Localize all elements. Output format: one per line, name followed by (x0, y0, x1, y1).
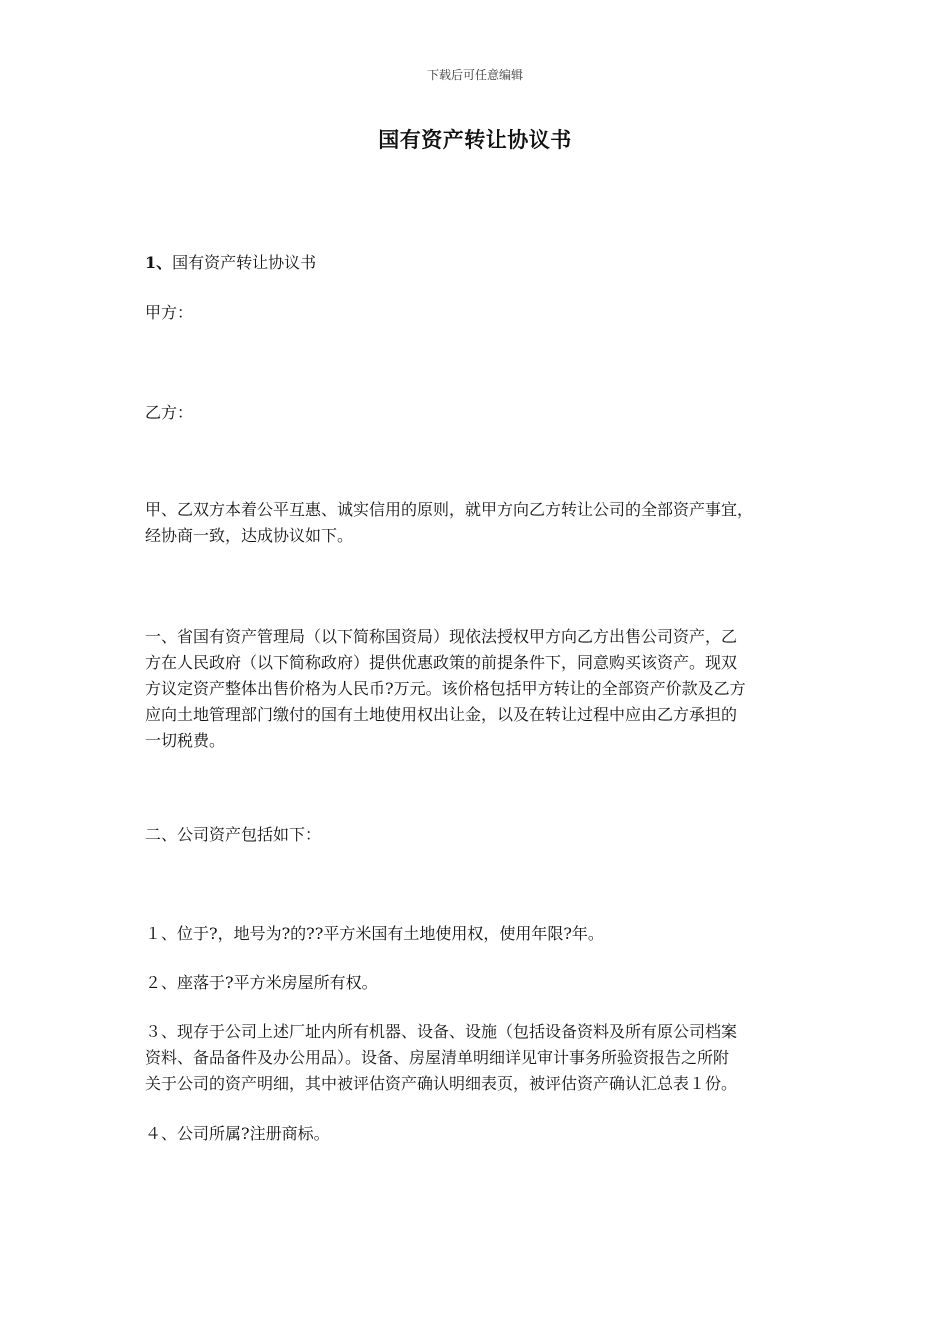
section-title: 国有资产转让协议书 (172, 253, 317, 272)
asset-item-4: ４、公司所属?注册商标。 (145, 1124, 330, 1143)
section-number: 1、 (145, 253, 173, 272)
asset-item-3 (145, 1019, 737, 1097)
clause-1-line: 方议定资产整体出售价格为人民币?万元。该价格包括甲方转让的全部资产价款及乙方 (145, 679, 746, 698)
asset-item-2: ２、座落于?平方米房屋所有权。 (145, 973, 378, 992)
document-title: 国有资产转让协议书 (378, 127, 572, 152)
section-1-heading (145, 250, 316, 276)
intro-line: 甲、乙双方本着公平互惠、诚实信用的原则，就甲方向乙方转让公司的全部资产事宜， (145, 500, 754, 519)
asset-item-3-line: 资料、备品备件及办公用品）。设备、房屋清单明细详见审计事务所验资报告之所附 (145, 1048, 730, 1067)
intro-line: 经协商一致，达成协议如下。 (145, 526, 354, 545)
clause-1-line: 一切税费。 (145, 731, 226, 750)
page-header-note: 下载后可任意编辑 (426, 68, 523, 82)
asset-item-3-line: 关于公司的资产明细，其中被评估资产确认明细表页，被评估资产确认汇总表１份。 (145, 1074, 738, 1093)
clause-1-paragraph (145, 624, 746, 754)
clause-1-line: 一、省国有资产管理局（以下简称国资局）现依法授权甲方向乙方出售公司资产，乙 (145, 627, 738, 646)
clause-1-line: 应向土地管理部门缴付的国有土地使用权出让金，以及在转让过程中应由乙方承担的 (145, 705, 738, 724)
intro-paragraph (145, 497, 753, 549)
clause-2-heading: 二、公司资产包括如下： (145, 825, 322, 844)
party-b-label: 乙方： (145, 403, 194, 422)
asset-item-3-line: ３、现存于公司上述厂址内所有机器、设备、设施（包括设备资料及所有原公司档案 (145, 1022, 738, 1041)
asset-item-1: １、位于?，地号为?的??平方米国有土地使用权，使用年限?年。 (145, 924, 604, 943)
clause-1-line: 方在人民政府（以下简称政府）提供优惠政策的前提条件下，同意购买该资产。现双 (145, 653, 738, 672)
party-a-label: 甲方： (145, 303, 194, 322)
